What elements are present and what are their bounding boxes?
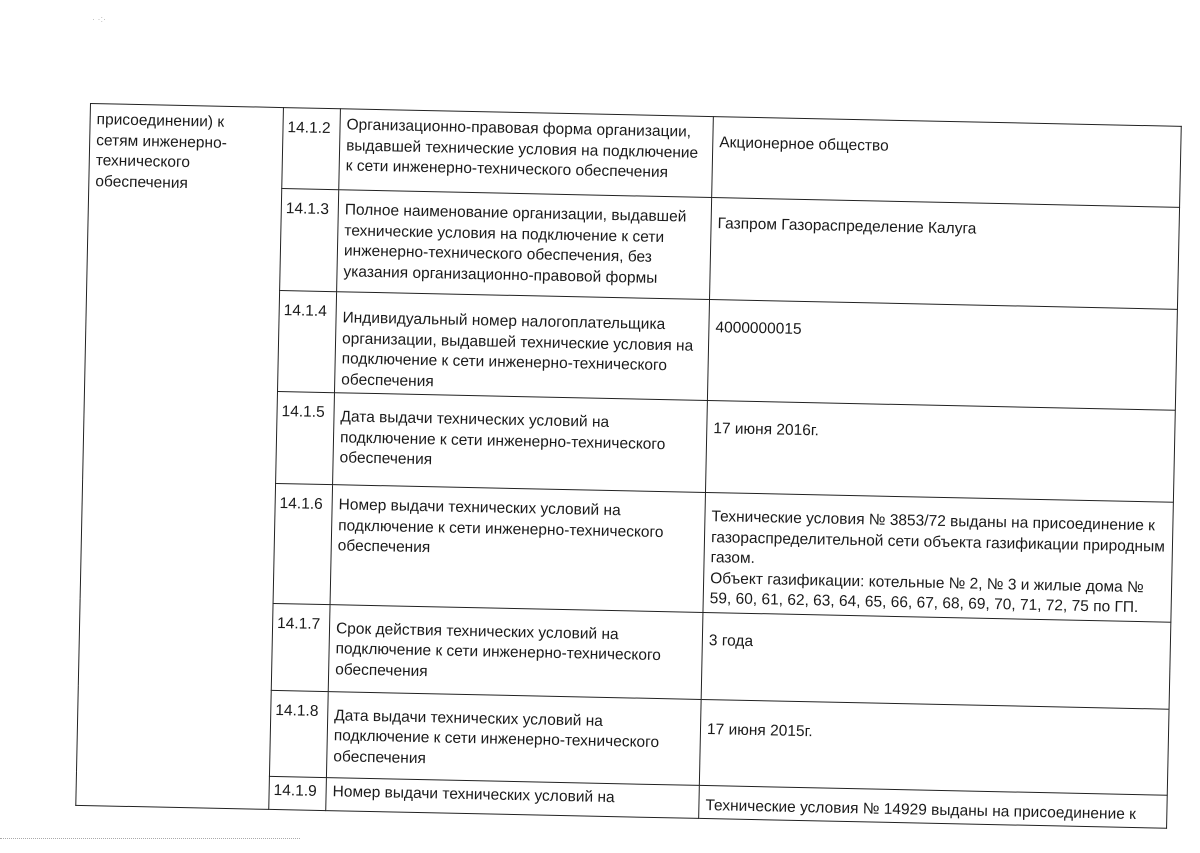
row-label: Номер выдачи технических условий на	[326, 777, 700, 818]
row-label: Индивидуальный номер налогоплательщика организации, выдавшей технические условия на подключение к сети инженерно-технического обеспечения	[334, 292, 709, 401]
scan-artifact-line	[0, 838, 300, 839]
row-label: Номер выдачи технических условий на подключение к сети инженерно-технического обеспечения	[330, 485, 705, 612]
row-label: Полное наименование организации, выдавшей технические условия на подключение к сети инженерно-технического обеспечения, без указания организационно-правовой формы	[337, 190, 712, 300]
row-value: Технические условия № 3853/72 выданы на присоединение к газораспределительной сети объекта газификации природным газом. Объект газификации: котельные № 2, № 3 и жилые дома № 59, 60, 61, 62, 63, 64, 65, 66, 67, 68, 69, 70, 71, 72, 75 по ГП.	[703, 492, 1173, 621]
row-value: Газпром Газораспределение Калуга	[710, 198, 1180, 310]
row-number: 14.1.8	[269, 690, 328, 777]
row-number: 14.1.2	[282, 108, 341, 190]
row-number: 14.1.9	[269, 776, 327, 811]
row-value: 4000000015	[707, 300, 1177, 411]
row-number: 14.1.3	[280, 189, 339, 292]
row-value: Акционерное общество	[712, 117, 1182, 208]
row-number: 14.1.5	[276, 391, 335, 484]
document-table	[75, 103, 1181, 829]
row-number: 14.1.7	[271, 603, 330, 691]
section-label-cell: присоединении) к сетям инженерно-технического обеспечения	[76, 104, 284, 810]
row-value: 17 июня 2015г.	[699, 699, 1169, 795]
row-number: 14.1.6	[273, 483, 332, 604]
row-value: 3 года	[701, 612, 1171, 709]
row-label: Срок действия технических условий на подключение к сети инженерно-технического обеспечения	[328, 604, 703, 699]
row-value: 17 июня 2016г.	[705, 400, 1175, 502]
row-label: Организационно-правовая форма организации, выдавшей технические условия на подключение к сети инженерно-технического обеспечения	[339, 109, 714, 198]
row-value: Технические условия № 14929 выданы на присоединение к	[699, 785, 1168, 828]
row-label: Дата выдачи технических условий на подключение к сети инженерно-технического обеспечения	[333, 393, 708, 493]
document-table-wrapper	[75, 103, 1181, 829]
row-number: 14.1.4	[277, 291, 336, 393]
table-row	[89, 104, 1181, 208]
row-label: Дата выдачи технических условий на подключение к сети инженерно-технического обеспечения	[326, 691, 701, 785]
scan-speck: · ·:·	[92, 14, 106, 24]
